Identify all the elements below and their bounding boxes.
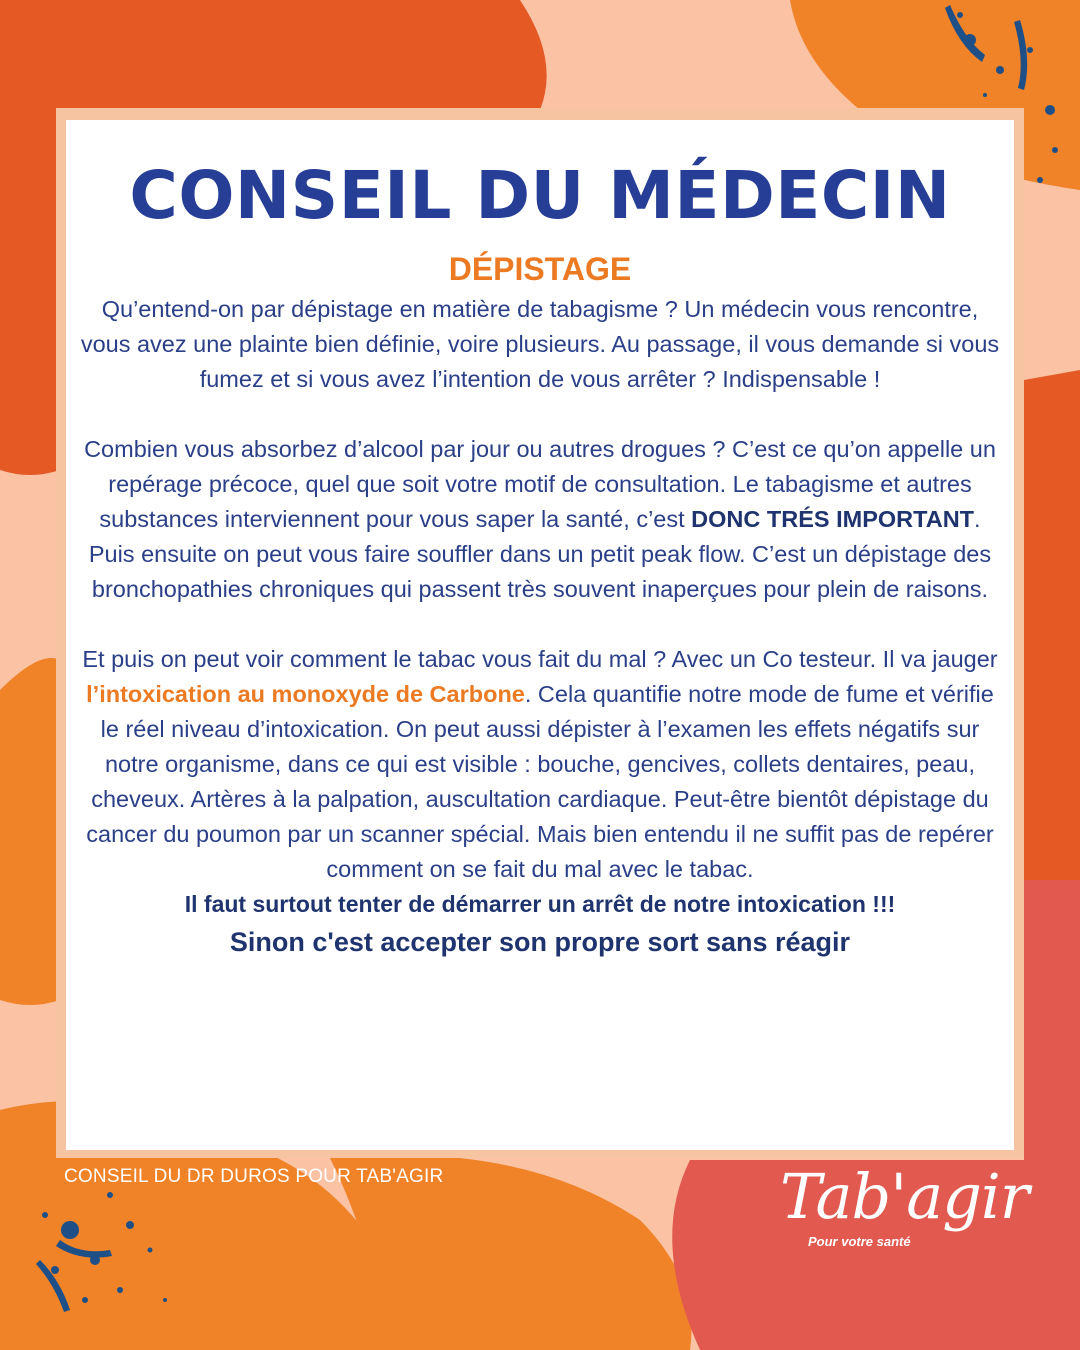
paragraph-2-text-a: Combien vous absorbez d’alcool par jour ou autres drogues ? C’est ce qu’on appelle un repérage précoce, quel que soit votre motif de consultation. Le tabagisme et autres substances interviennent pour vous saper la santé, c’est [84,436,996,532]
paragraph-spacer [80,607,1000,642]
paragraph-2 [80,432,1000,607]
advice-card [66,120,1014,1150]
page-title: CONSEIL DU MÉDECIN [129,157,951,234]
highlight-carbon-monoxide: l’intoxication au monoxyde de Carbone [86,681,525,707]
section-heading: DÉPISTAGE [448,251,632,287]
paragraph-spacer [80,397,1000,432]
footer-credit: CONSEIL DU DR DUROS POUR TAB'AGIR [64,1166,444,1187]
paragraph-3-text-a: Et puis on peut voir comment le tabac vous fait du mal ? Avec un Co testeur. Il va jauger [82,646,998,672]
call-to-action-primary: Il faut surtout tenter de démarrer un arrêt de notre intoxication !!! [184,891,896,917]
logo-wordmark: Tab'agir [780,1160,1029,1233]
emphasis-important: DONC TRÉS IMPORTANT [691,506,975,532]
tabagir-logo [770,1160,1040,1270]
logo-tagline: Pour votre santé [808,1234,911,1249]
paragraph-2-text-b: . Puis ensuite on peut vous faire souffler dans un petit peak flow. C’est un dépistage des bronchopathies chroniques qui passent très souvent inaperçues pour plein de raisons. [88,506,992,602]
paragraph-3 [80,642,1000,887]
paragraph-3-text-b: . Cela quantifie notre mode de fume et vérifie le réel niveau d’intoxication. On peut aussi dépister à l’examen les effets négatifs sur notre organisme, dans ce qui est visible : bouche, gencives, collets dentaires, peau, cheveux. Artères à la palpation, auscultation cardiaque. Peut-être bientôt dépistage du cancer du poumon par un scanner spécial. Mais bien entendu il ne suffit pas de repérer comment on se fait du mal avec le tabac. [86,681,994,882]
call-to-action-secondary: Sinon c'est accepter son propre sort sans réagir [229,927,851,957]
paragraph-1: Qu’entend-on par dépistage en matière de tabagisme ? Un médecin vous rencontre, vous avez une plainte bien définie, voire plusieurs. Au passage, il vous demande si vous fumez et si vous avez l’intention de vous arrêter ? Indispensable ! [80,296,1000,392]
